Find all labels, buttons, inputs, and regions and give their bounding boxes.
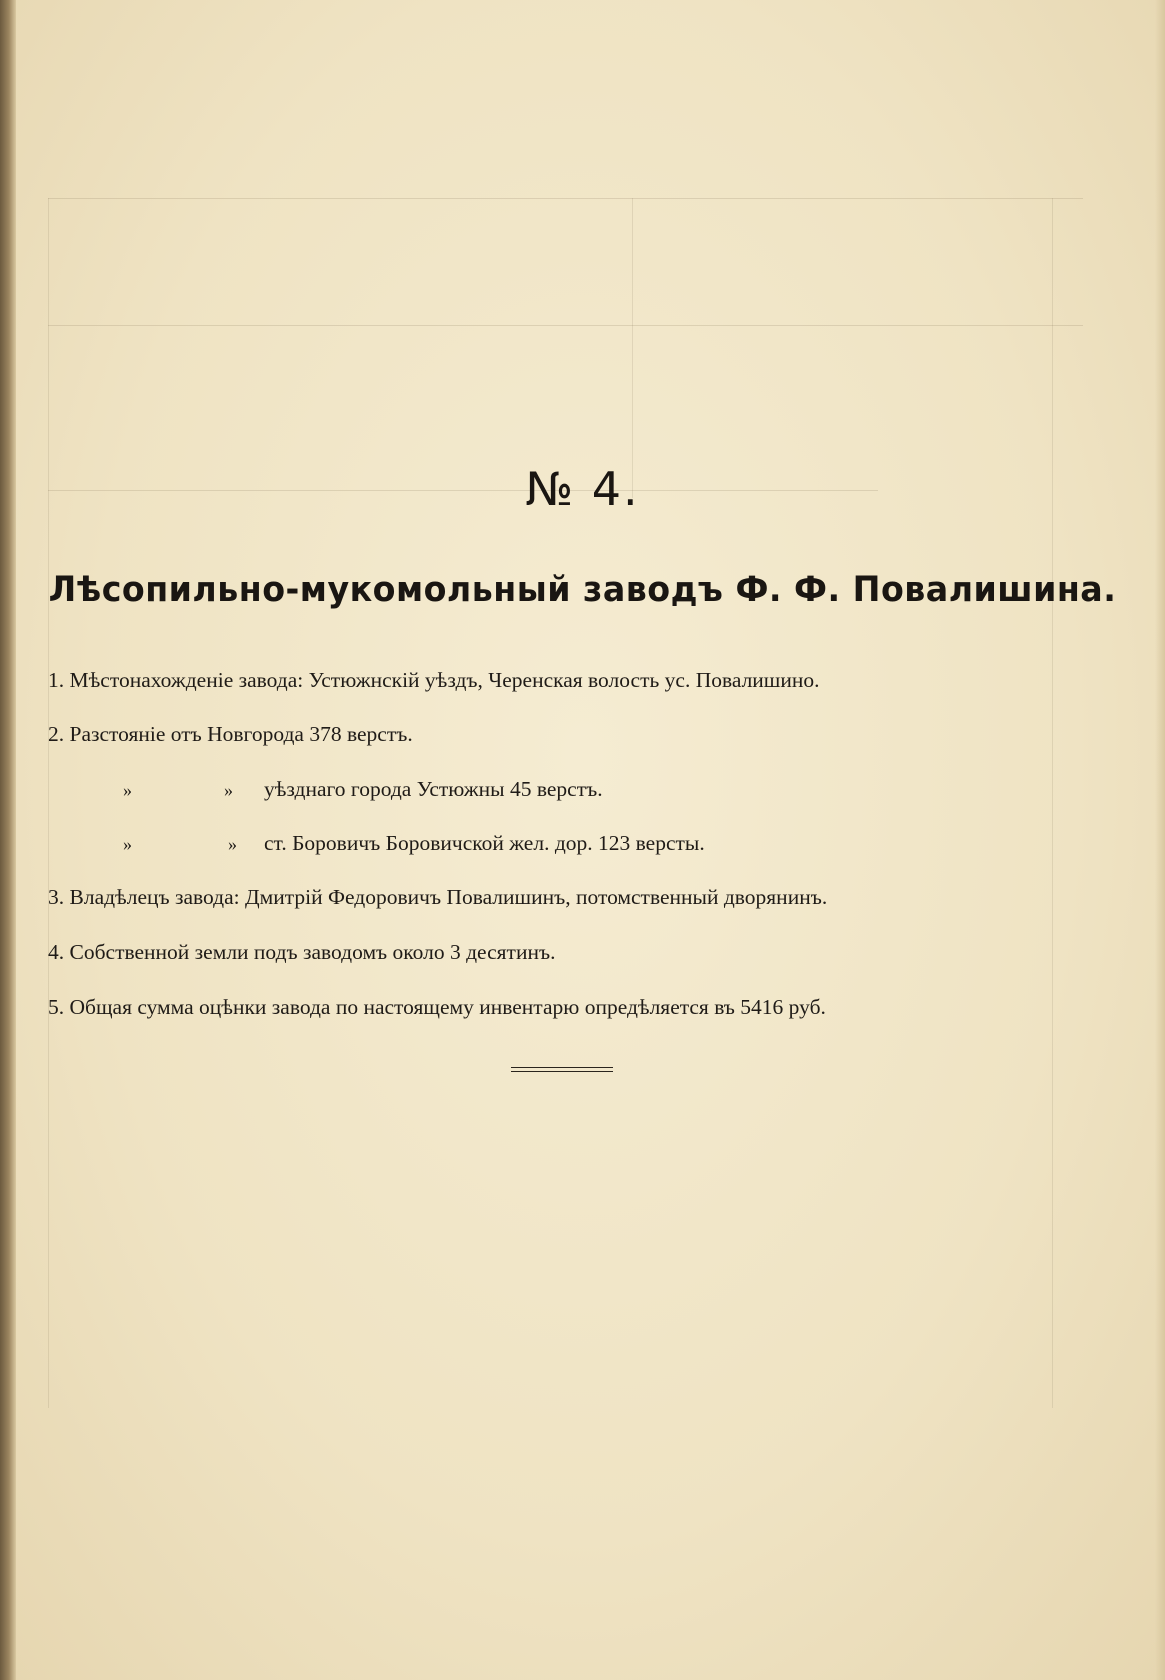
item-number: 5. bbox=[48, 995, 65, 1019]
item-text: Общая сумма оцѣнки завода по настоящему инвентарю опредѣляется въ 5416 руб. bbox=[69, 995, 826, 1019]
item-number: 3. bbox=[48, 885, 65, 909]
page-edge-shadow bbox=[1155, 0, 1165, 1680]
ditto-mark: » bbox=[224, 780, 233, 800]
bleed-through-line bbox=[48, 325, 1083, 326]
document-title: Лѣсопильно-мукомольный заводъ Ф. Ф. Повалишина. bbox=[48, 570, 1117, 610]
item-text: Владѣлецъ завода: Дмитрій Федоровичъ Повалишинъ, потомственный дворянинъ. bbox=[69, 885, 828, 909]
list-item bbox=[48, 885, 827, 910]
item-number: 1. bbox=[48, 668, 65, 692]
ditto-mark: » bbox=[123, 780, 132, 800]
item-number: 4. bbox=[48, 940, 65, 964]
item-text: Мѣстонахожденіе завода: Устюжнскій уѣздъ, Черенская волость ус. Повалишино. bbox=[69, 668, 820, 692]
document-number: № 4. bbox=[525, 462, 640, 516]
list-item bbox=[48, 668, 820, 693]
list-item: уѣзднаго города Устюжны 45 верстъ. bbox=[264, 777, 603, 801]
bleed-through-line bbox=[1052, 198, 1053, 1408]
book-binding-edge bbox=[0, 0, 16, 1680]
ditto-mark: » bbox=[123, 834, 132, 854]
item-number: 2. bbox=[48, 722, 65, 746]
item-text: Разстояніе отъ Новгорода 378 верстъ. bbox=[69, 722, 413, 746]
list-item bbox=[48, 940, 555, 965]
bleed-through-line bbox=[48, 198, 49, 1408]
bleed-through-line bbox=[48, 198, 1083, 199]
ditto-mark: » bbox=[228, 834, 237, 854]
list-item bbox=[48, 722, 413, 747]
list-item bbox=[48, 995, 826, 1020]
closing-double-rule bbox=[511, 1067, 613, 1072]
list-item: ст. Боровичъ Боровичской жел. дор. 123 версты. bbox=[264, 831, 705, 855]
item-text: Собственной земли подъ заводомъ около 3 десятинъ. bbox=[69, 940, 556, 964]
bleed-through-line bbox=[632, 198, 633, 498]
